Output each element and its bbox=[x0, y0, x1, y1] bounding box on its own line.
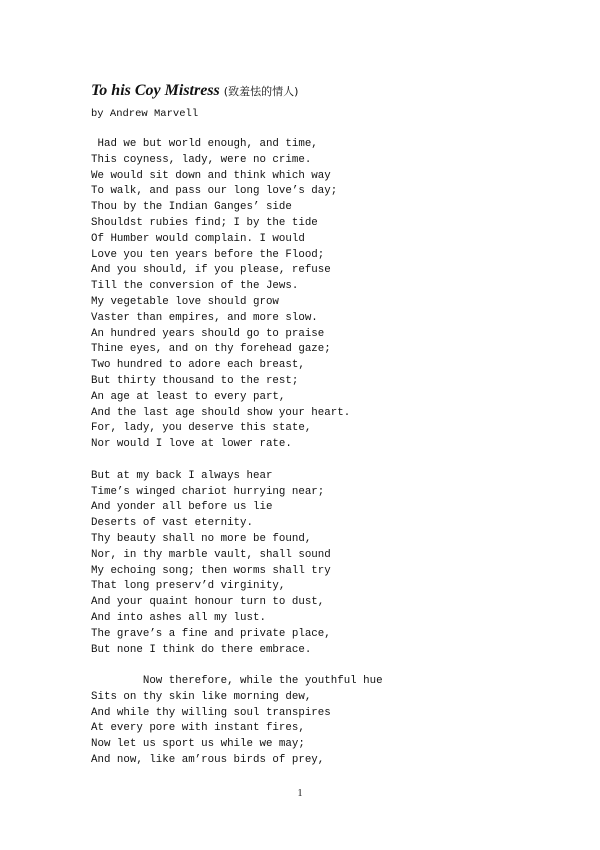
poem-line: Deserts of vast eternity. bbox=[91, 517, 253, 530]
poem-line: My vegetable love should grow bbox=[91, 295, 279, 308]
poem-line: Nor would I love at lower rate. bbox=[91, 438, 292, 451]
poem-line: Vaster than empires, and more slow. bbox=[91, 311, 318, 324]
poem-line: An age at least to every part, bbox=[91, 390, 286, 403]
poem-line: And your quaint honour turn to dust, bbox=[91, 596, 325, 609]
poem-line: Now let us sport us while we may; bbox=[91, 738, 305, 751]
poem-body bbox=[91, 137, 511, 769]
poem-line: And the last age should show your heart. bbox=[91, 406, 351, 419]
poem-line: My echoing song; then worms shall try bbox=[91, 564, 331, 577]
poem-line: Sits on thy skin like morning dew, bbox=[91, 690, 312, 703]
poem-line: We would sit down and think which way bbox=[91, 169, 331, 182]
poem-line: But thirty thousand to the rest; bbox=[91, 374, 299, 387]
poem-line: Shouldst rubies find; I by the tide bbox=[91, 216, 318, 229]
poem-line: Till the conversion of the Jews. bbox=[91, 280, 299, 293]
poem-line: Of Humber would complain. I would bbox=[91, 232, 305, 245]
poem-line: That long preserv’d virginity, bbox=[91, 580, 286, 593]
poem-line: Had we but world enough, and time, bbox=[91, 138, 318, 150]
poem-line: And you should, if you please, refuse bbox=[91, 264, 331, 277]
poem-line: For, lady, you deserve this state, bbox=[91, 422, 312, 435]
poem-title: To his Coy Mistress bbox=[91, 82, 220, 99]
author-line: by Andrew Marvell bbox=[91, 108, 199, 120]
poem-line: Two hundred to adore each breast, bbox=[91, 359, 305, 372]
poem-line: And yonder all before us lie bbox=[91, 501, 273, 514]
poem-line: Thou by the Indian Ganges’ side bbox=[91, 201, 292, 214]
poem-line: An hundred years should go to praise bbox=[91, 327, 325, 340]
poem-line: This coyness, lady, were no crime. bbox=[91, 153, 312, 166]
stanza bbox=[91, 674, 511, 769]
poem-line: The grave’s a fine and private place, bbox=[91, 627, 331, 640]
poem-line: But none I think do there embrace. bbox=[91, 643, 312, 656]
stanza bbox=[91, 137, 511, 453]
poem-line: Thy beauty shall no more be found, bbox=[91, 532, 312, 545]
poem-line: Time’s winged chariot hurrying near; bbox=[91, 485, 325, 498]
poem-line: Thine eyes, and on thy forehead gaze; bbox=[91, 343, 331, 356]
title-line bbox=[91, 82, 298, 101]
poem-line: But at my back I always hear bbox=[91, 469, 273, 482]
poem-line: Nor, in thy marble vault, shall sound bbox=[91, 548, 331, 561]
poem-line: And into ashes all my lust. bbox=[91, 611, 266, 624]
poem-line: Love you ten years before the Flood; bbox=[91, 248, 325, 261]
poem-title-note: (致羞怯的情人) bbox=[223, 85, 299, 98]
page-number: 1 bbox=[297, 788, 303, 799]
poem-line: And while thy willing soul transpires bbox=[91, 706, 331, 719]
poem-line: To walk, and pass our long love’s day; bbox=[91, 185, 338, 198]
stanza bbox=[91, 469, 511, 659]
poem-line: And now, like am’rous birds of prey, bbox=[91, 754, 325, 767]
poem-line: Now therefore, while the youthful hue bbox=[91, 675, 383, 688]
poem-line: At every pore with instant fires, bbox=[91, 722, 305, 735]
